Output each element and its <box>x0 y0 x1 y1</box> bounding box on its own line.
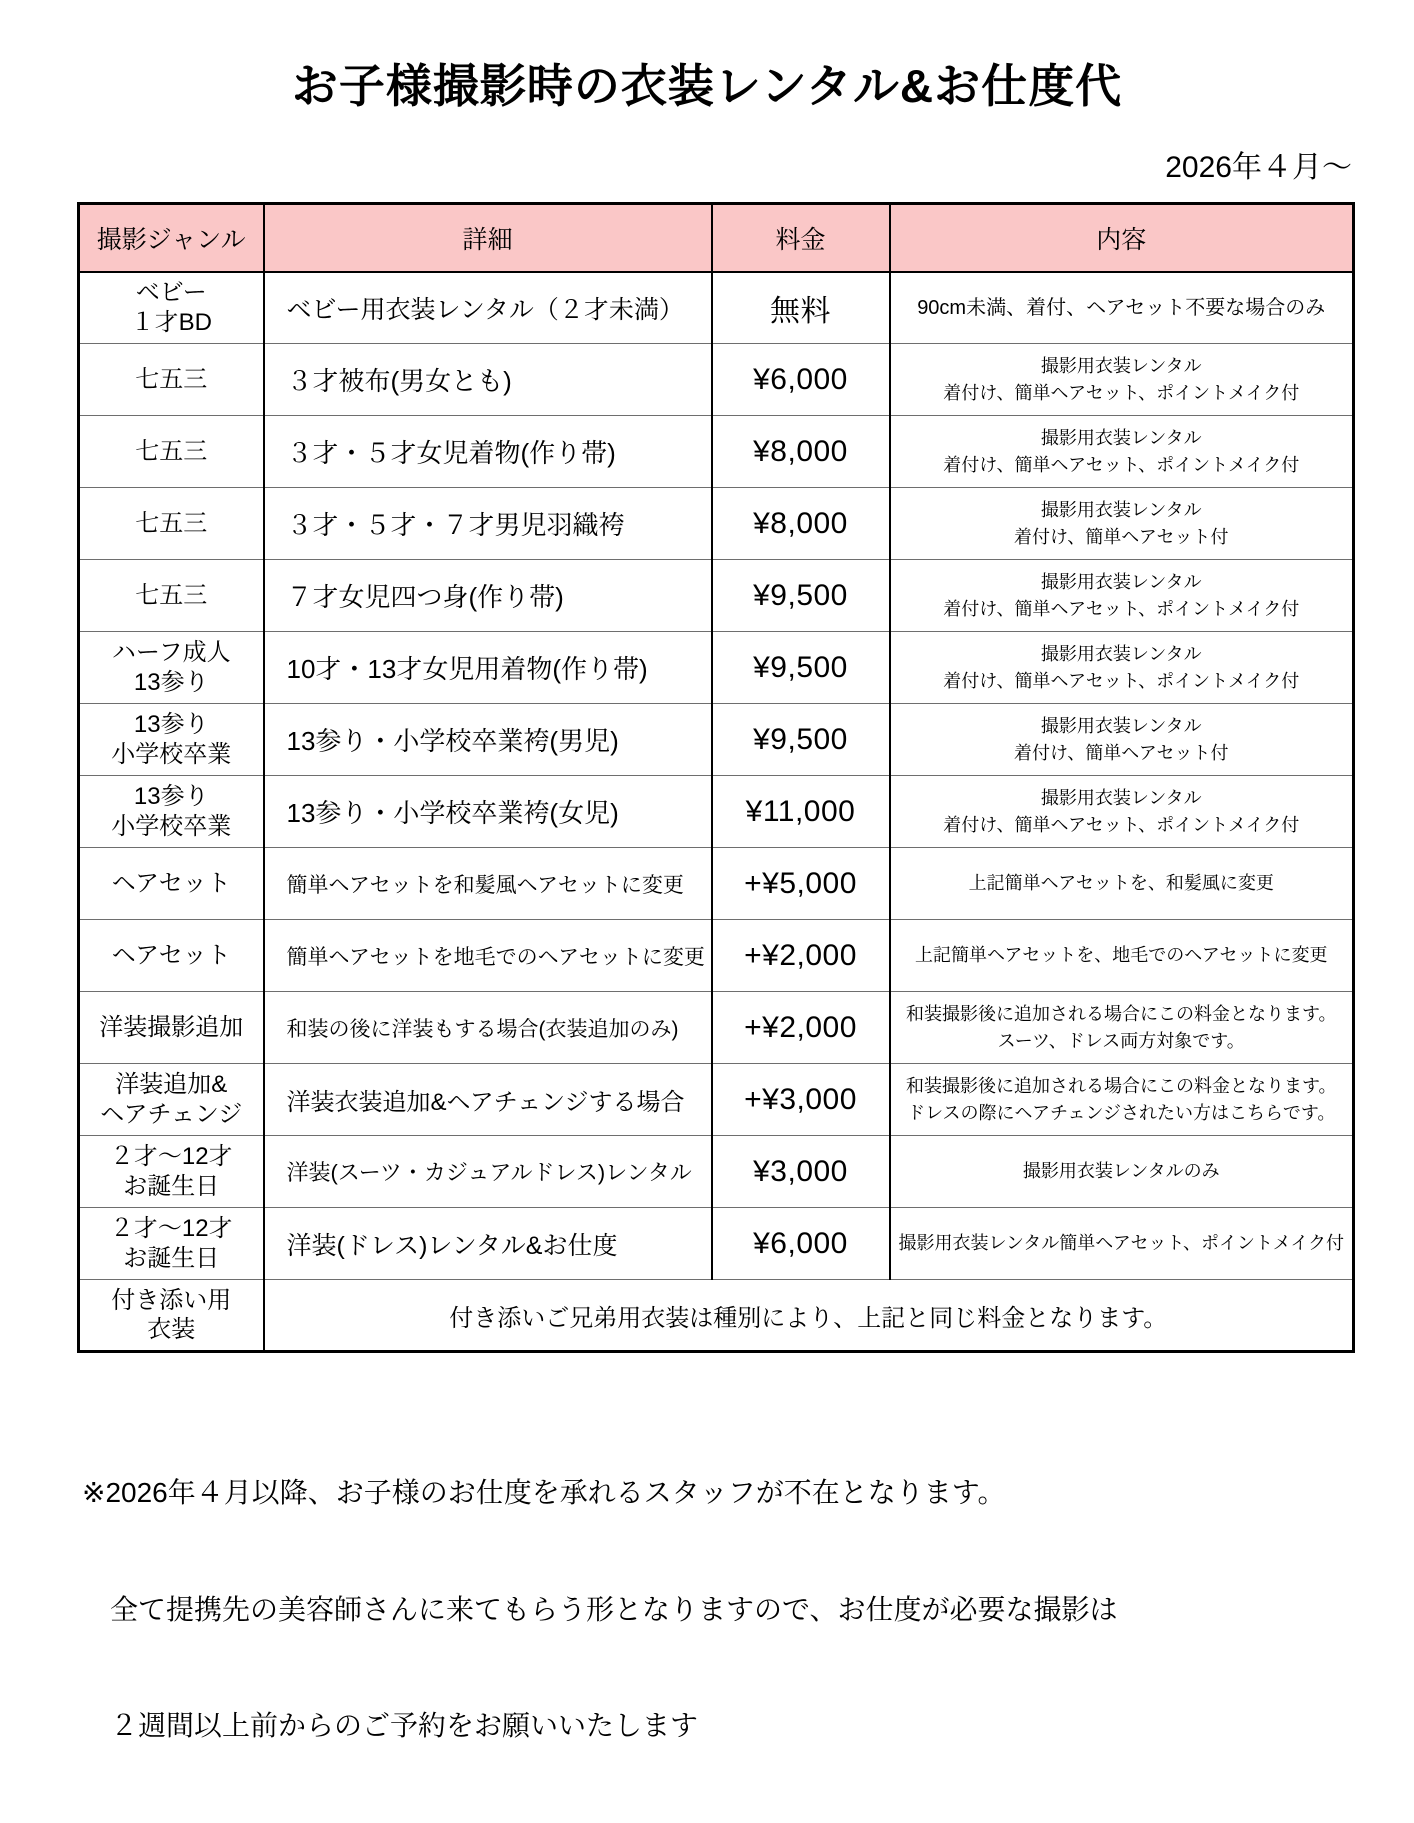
genre-cell <box>79 560 264 632</box>
description-cell <box>890 776 1354 848</box>
detail-cell: 洋装(スーツ・カジュアルドレス)レンタル <box>264 1136 712 1208</box>
table-row <box>79 344 1354 416</box>
description-line: 90cm未満、着付、ヘアセット不要な場合のみ <box>917 296 1326 319</box>
genre-line: １才BD <box>130 308 212 336</box>
price-cell: ¥8,000 <box>712 488 890 560</box>
pricing-table-body <box>79 272 1354 1352</box>
detail-cell: ３才・５才・７才男児羽織袴 <box>264 488 712 560</box>
genre-line: 付き添い用 <box>111 1286 232 1314</box>
genre-cell <box>79 488 264 560</box>
description-cell <box>890 416 1354 488</box>
genre-line: 七五三 <box>135 581 208 609</box>
genre-line: 七五三 <box>135 509 208 537</box>
genre-line: 七五三 <box>135 365 208 393</box>
genre-cell <box>79 920 264 992</box>
table-row <box>79 272 1354 344</box>
detail-cell: 簡単ヘアセットを地毛でのヘアセットに変更 <box>264 920 712 992</box>
table-row <box>79 560 1354 632</box>
genre-line: ハーフ成人 <box>111 639 231 667</box>
genre-cell <box>79 704 264 776</box>
genre-line: 小学校卒業 <box>111 740 232 768</box>
description-line: 和装撮影後に追加される場合にこの料金となります。 <box>905 1075 1337 1096</box>
table-row <box>79 920 1354 992</box>
detail-cell: 10才・13才女児用着物(作り帯) <box>264 632 712 704</box>
description-line: 着付け、簡単ヘアセット、ポイントメイク付 <box>943 814 1300 835</box>
genre-line: ベビー <box>135 279 207 307</box>
detail-cell: 13参り・小学校卒業袴(女児) <box>264 776 712 848</box>
description-line: 着付け、簡単ヘアセット付 <box>1013 742 1229 763</box>
genre-cell <box>79 1208 264 1280</box>
genre-line: 洋装追加& <box>115 1071 228 1099</box>
genre-cell <box>79 344 264 416</box>
genre-cell <box>79 1136 264 1208</box>
genre-cell <box>79 992 264 1064</box>
description-line: 撮影用衣装レンタル <box>1040 499 1202 520</box>
price-cell: +¥5,000 <box>712 848 890 920</box>
price-cell: ¥9,500 <box>712 560 890 632</box>
companion-note-cell: 付き添いご兄弟用衣装は種別により、上記と同じ料金となります。 <box>264 1280 1354 1352</box>
column-header-detail: 詳細 <box>264 204 712 272</box>
table-row <box>79 488 1354 560</box>
footnote-line: ２週間以上前からのご予約をお願いいたします <box>82 1709 699 1741</box>
description-line: 撮影用衣装レンタル <box>1040 715 1202 736</box>
genre-line: 洋装撮影追加 <box>99 1013 244 1041</box>
table-row <box>79 416 1354 488</box>
genre-cell <box>79 632 264 704</box>
description-line: 着付け、簡単ヘアセット、ポイントメイク付 <box>943 382 1300 403</box>
detail-cell: 簡単ヘアセットを和髪風ヘアセットに変更 <box>264 848 712 920</box>
detail-cell: ベビー用衣装レンタル（２才未満） <box>264 272 712 344</box>
price-cell: +¥2,000 <box>712 992 890 1064</box>
detail-cell: ３才被布(男女とも) <box>264 344 712 416</box>
pricing-table-header <box>79 204 1354 272</box>
description-cell <box>890 848 1354 920</box>
description-line: 着付け、簡単ヘアセット、ポイントメイク付 <box>943 670 1300 691</box>
description-line: 上記簡単ヘアセットを、地毛でのヘアセットに変更 <box>914 945 1328 965</box>
description-cell <box>890 560 1354 632</box>
description-line: 着付け、簡単ヘアセット、ポイントメイク付 <box>943 598 1300 619</box>
footnote-line: 全て提携先の美容師さんに来てもらう形となりますので、お仕度が必要な撮影は <box>82 1593 1118 1625</box>
description-cell <box>890 1064 1354 1136</box>
price-cell: +¥3,000 <box>712 1064 890 1136</box>
genre-cell <box>79 1064 264 1136</box>
detail-cell: 和装の後に洋装もする場合(衣装追加のみ) <box>264 992 712 1064</box>
genre-line: 衣装 <box>147 1316 196 1343</box>
description-cell <box>890 704 1354 776</box>
pricing-table <box>77 202 1355 1353</box>
price-cell: ¥6,000 <box>712 1208 890 1280</box>
table-row <box>79 776 1354 848</box>
description-line: 撮影用衣装レンタル <box>1040 787 1202 808</box>
price-cell: 無料 <box>712 272 890 344</box>
table-row <box>79 992 1354 1064</box>
description-line: 撮影用衣装レンタル <box>1040 571 1202 592</box>
description-line: 撮影用衣装レンタル <box>1040 427 1202 448</box>
table-row-companion <box>79 1280 1354 1352</box>
column-header-price: 料金 <box>712 204 890 272</box>
genre-line: お誕生日 <box>123 1172 220 1200</box>
genre-cell <box>79 416 264 488</box>
description-cell <box>890 1136 1354 1208</box>
genre-line: 七五三 <box>135 437 208 465</box>
price-cell: ¥6,000 <box>712 344 890 416</box>
table-row <box>79 1208 1354 1280</box>
genre-line: 13参り <box>133 783 209 811</box>
description-line: 上記簡単ヘアセットを、和髪風に変更 <box>968 873 1274 893</box>
table-row <box>79 704 1354 776</box>
effective-date: 2026年４月〜 <box>1165 151 1352 184</box>
description-cell <box>890 632 1354 704</box>
price-cell: ¥9,500 <box>712 632 890 704</box>
table-row <box>79 848 1354 920</box>
footnote-line: ※2026年４月以降、お子様のお仕度を承れるスタッフが不在となります。 <box>82 1477 1006 1509</box>
detail-cell: 13参り・小学校卒業袴(男児) <box>264 704 712 776</box>
description-cell <box>890 344 1354 416</box>
genre-line: 13参り <box>133 668 209 696</box>
detail-cell: 洋装(ドレス)レンタル&お仕度 <box>264 1208 712 1280</box>
genre-line: 小学校卒業 <box>111 812 232 840</box>
price-cell: +¥2,000 <box>712 920 890 992</box>
price-cell: ¥8,000 <box>712 416 890 488</box>
genre-line: 13参り <box>133 711 209 739</box>
description-line: 着付け、簡単ヘアセット、ポイントメイク付 <box>943 454 1300 475</box>
description-cell <box>890 1208 1354 1280</box>
column-header-genre: 撮影ジャンル <box>79 204 264 272</box>
detail-cell: ７才女児四つ身(作り帯) <box>264 560 712 632</box>
column-header-desc: 内容 <box>890 204 1354 272</box>
page-title: お子様撮影時の衣装レンタル&お仕度代 <box>291 60 1123 112</box>
description-cell <box>890 272 1354 344</box>
description-line: 撮影用衣装レンタル <box>1040 355 1202 376</box>
genre-cell <box>79 272 264 344</box>
description-line: 和装撮影後に追加される場合にこの料金となります。 <box>905 1003 1337 1024</box>
detail-cell: 洋装衣装追加&ヘアチェンジする場合 <box>264 1064 712 1136</box>
detail-cell: ３才・５才女児着物(作り帯) <box>264 416 712 488</box>
price-cell: ¥9,500 <box>712 704 890 776</box>
table-row <box>79 1136 1354 1208</box>
description-line: 撮影用衣装レンタル簡単ヘアセット、ポイントメイク付 <box>898 1233 1345 1253</box>
description-cell <box>890 920 1354 992</box>
description-cell <box>890 992 1354 1064</box>
price-cell: ¥3,000 <box>712 1136 890 1208</box>
footnotes <box>82 1397 1414 1823</box>
description-line: 撮影用衣装レンタル <box>1040 643 1202 664</box>
genre-line: ヘアセット <box>111 869 231 897</box>
genre-cell <box>79 848 264 920</box>
genre-line: ヘアチェンジ <box>100 1100 243 1128</box>
price-cell: ¥11,000 <box>712 776 890 848</box>
genre-line: ２才〜12才 <box>109 1143 233 1171</box>
genre-line: ヘアセット <box>111 941 231 969</box>
description-cell <box>890 488 1354 560</box>
genre-line: ２才〜12才 <box>109 1215 233 1243</box>
description-line: 撮影用衣装レンタルのみ <box>1022 1161 1220 1181</box>
genre-cell <box>79 776 264 848</box>
description-line: 着付け、簡単ヘアセット付 <box>1013 526 1229 547</box>
genre-cell <box>79 1280 264 1352</box>
genre-line: お誕生日 <box>123 1244 220 1272</box>
description-line: ドレスの際にヘアチェンジされたい方はこちらです。 <box>907 1102 1336 1123</box>
description-line: スーツ、ドレス両方対象です。 <box>997 1030 1245 1051</box>
header-row <box>79 204 1354 272</box>
table-row <box>79 632 1354 704</box>
table-row <box>79 1064 1354 1136</box>
